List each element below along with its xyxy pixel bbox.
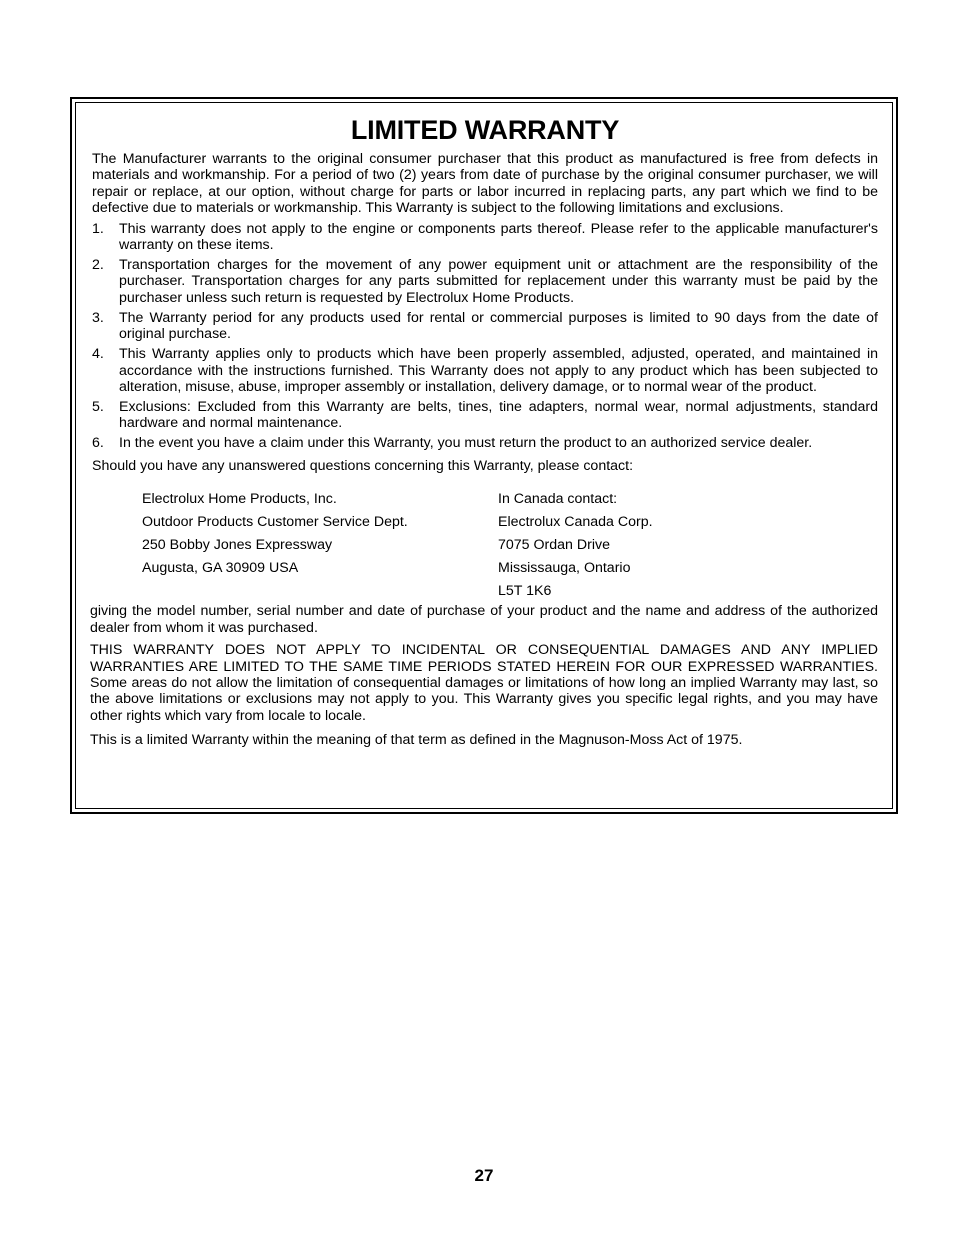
list-item-number: 4.: [92, 346, 104, 363]
list-item-number: 3.: [92, 309, 104, 326]
list-item: [92, 346, 878, 395]
list-item: [92, 435, 878, 451]
address-line: L5T 1K6: [498, 583, 552, 600]
warranty-title: LIMITED WARRANTY: [350, 115, 620, 145]
address-line: Electrolux Canada Corp.: [498, 514, 653, 531]
warranty-inner-border: [75, 102, 893, 809]
us-contact-address: [142, 488, 498, 603]
list-item-text: This warranty does not apply to the engine or components parts thereof. Please refer to the applicable manufacturer's warranty on these items.: [119, 220, 878, 254]
warranty-conditions-list: [92, 221, 878, 452]
page-number: 27: [474, 1166, 494, 1185]
magnuson-moss-note: This is a limited Warranty within the meaning of that term as defined in the Magnuson-Moss Act of 1975.: [90, 732, 743, 749]
address-line: In Canada contact:: [498, 491, 618, 508]
list-item-number: 6.: [92, 435, 104, 452]
contact-addresses: [142, 488, 878, 603]
list-item: [92, 257, 878, 306]
list-item-number: 2.: [92, 257, 104, 274]
list-item-text: Transportation charges for the movement of any power equipment unit or attachment are the responsibility of the purchaser. Transportation charges for any parts submitted for replacement under this warranty must be paid by the purchaser unless such return is requested by Electrolux Home Products.: [119, 257, 878, 306]
list-item-number: 5.: [92, 399, 104, 416]
address-line: Mississauga, Ontario: [498, 560, 631, 577]
contact-instructions: giving the model number, serial number and date of purchase of your product and the name and address of the authorized dealer from whom it was purchased.: [90, 603, 878, 636]
list-item-number: 1.: [92, 220, 104, 237]
address-line: Augusta, GA 30909 USA: [142, 560, 299, 577]
warranty-content: [92, 115, 878, 749]
list-item-text: Exclusions: Excluded from this Warranty are belts, tines, tine adapters, normal wear, normal adjustments, standard hardware and normal maintenance.: [119, 399, 878, 432]
address-line: Electrolux Home Products, Inc.: [142, 491, 337, 508]
canada-contact-address: [498, 488, 854, 603]
list-item: [92, 221, 878, 254]
warranty-box: [70, 97, 898, 814]
list-item-text: In the event you have a claim under this Warranty, you must return the product to an authorized service dealer.: [119, 435, 813, 452]
damages-disclaimer: THIS WARRANTY DOES NOT APPLY TO INCIDENTAL OR CONSEQUENTIAL DAMAGES AND ANY IMPLIED WARRANTIES ARE LIMITED TO THE SAME TIME PERIODS STATED HEREIN FOR OUR EXPRESSED WARRANTIES. Some areas do not allow the limitation of consequential damages or limitations of how long an implied Warranty may last, so the above limitations or exclusions may not apply to you. This Warranty gives you specific legal rights, and you may have other rights which vary from locale to locale.: [90, 642, 878, 724]
address-line: 7075 Ordan Drive: [498, 537, 610, 554]
contact-question: Should you have any unanswered questions concerning this Warranty, please contact:: [92, 457, 634, 474]
list-item-text: This Warranty applies only to products which have been properly assembled, adjusted, operated, and maintained in accordance with the instructions furnished. This Warranty does not apply to any product which has been subjected to alteration, misuse, abuse, improper assembly or installation, delivery damage, or to normal wear of the product.: [119, 346, 878, 396]
address-line: Outdoor Products Customer Service Dept.: [142, 514, 408, 531]
address-line: 250 Bobby Jones Expressway: [142, 537, 333, 554]
list-item: [92, 399, 878, 432]
list-item-text: The Warranty period for any products used for rental or commercial purposes is limited to 90 days from the date of original purchase.: [119, 309, 878, 343]
list-item: [92, 310, 878, 343]
warranty-intro: The Manufacturer warrants to the original consumer purchaser that this product as manufactured is free from defects in materials and workmanship. For a period of two (2) years from date of purchase by the original consumer purchaser, we will repair or replace, at our option, without charge for parts or labor incurred in replacing parts, any part which we find to be defective due to materials or workmanship. This Warranty is subject to the following limitations and exclusions.: [92, 151, 878, 217]
